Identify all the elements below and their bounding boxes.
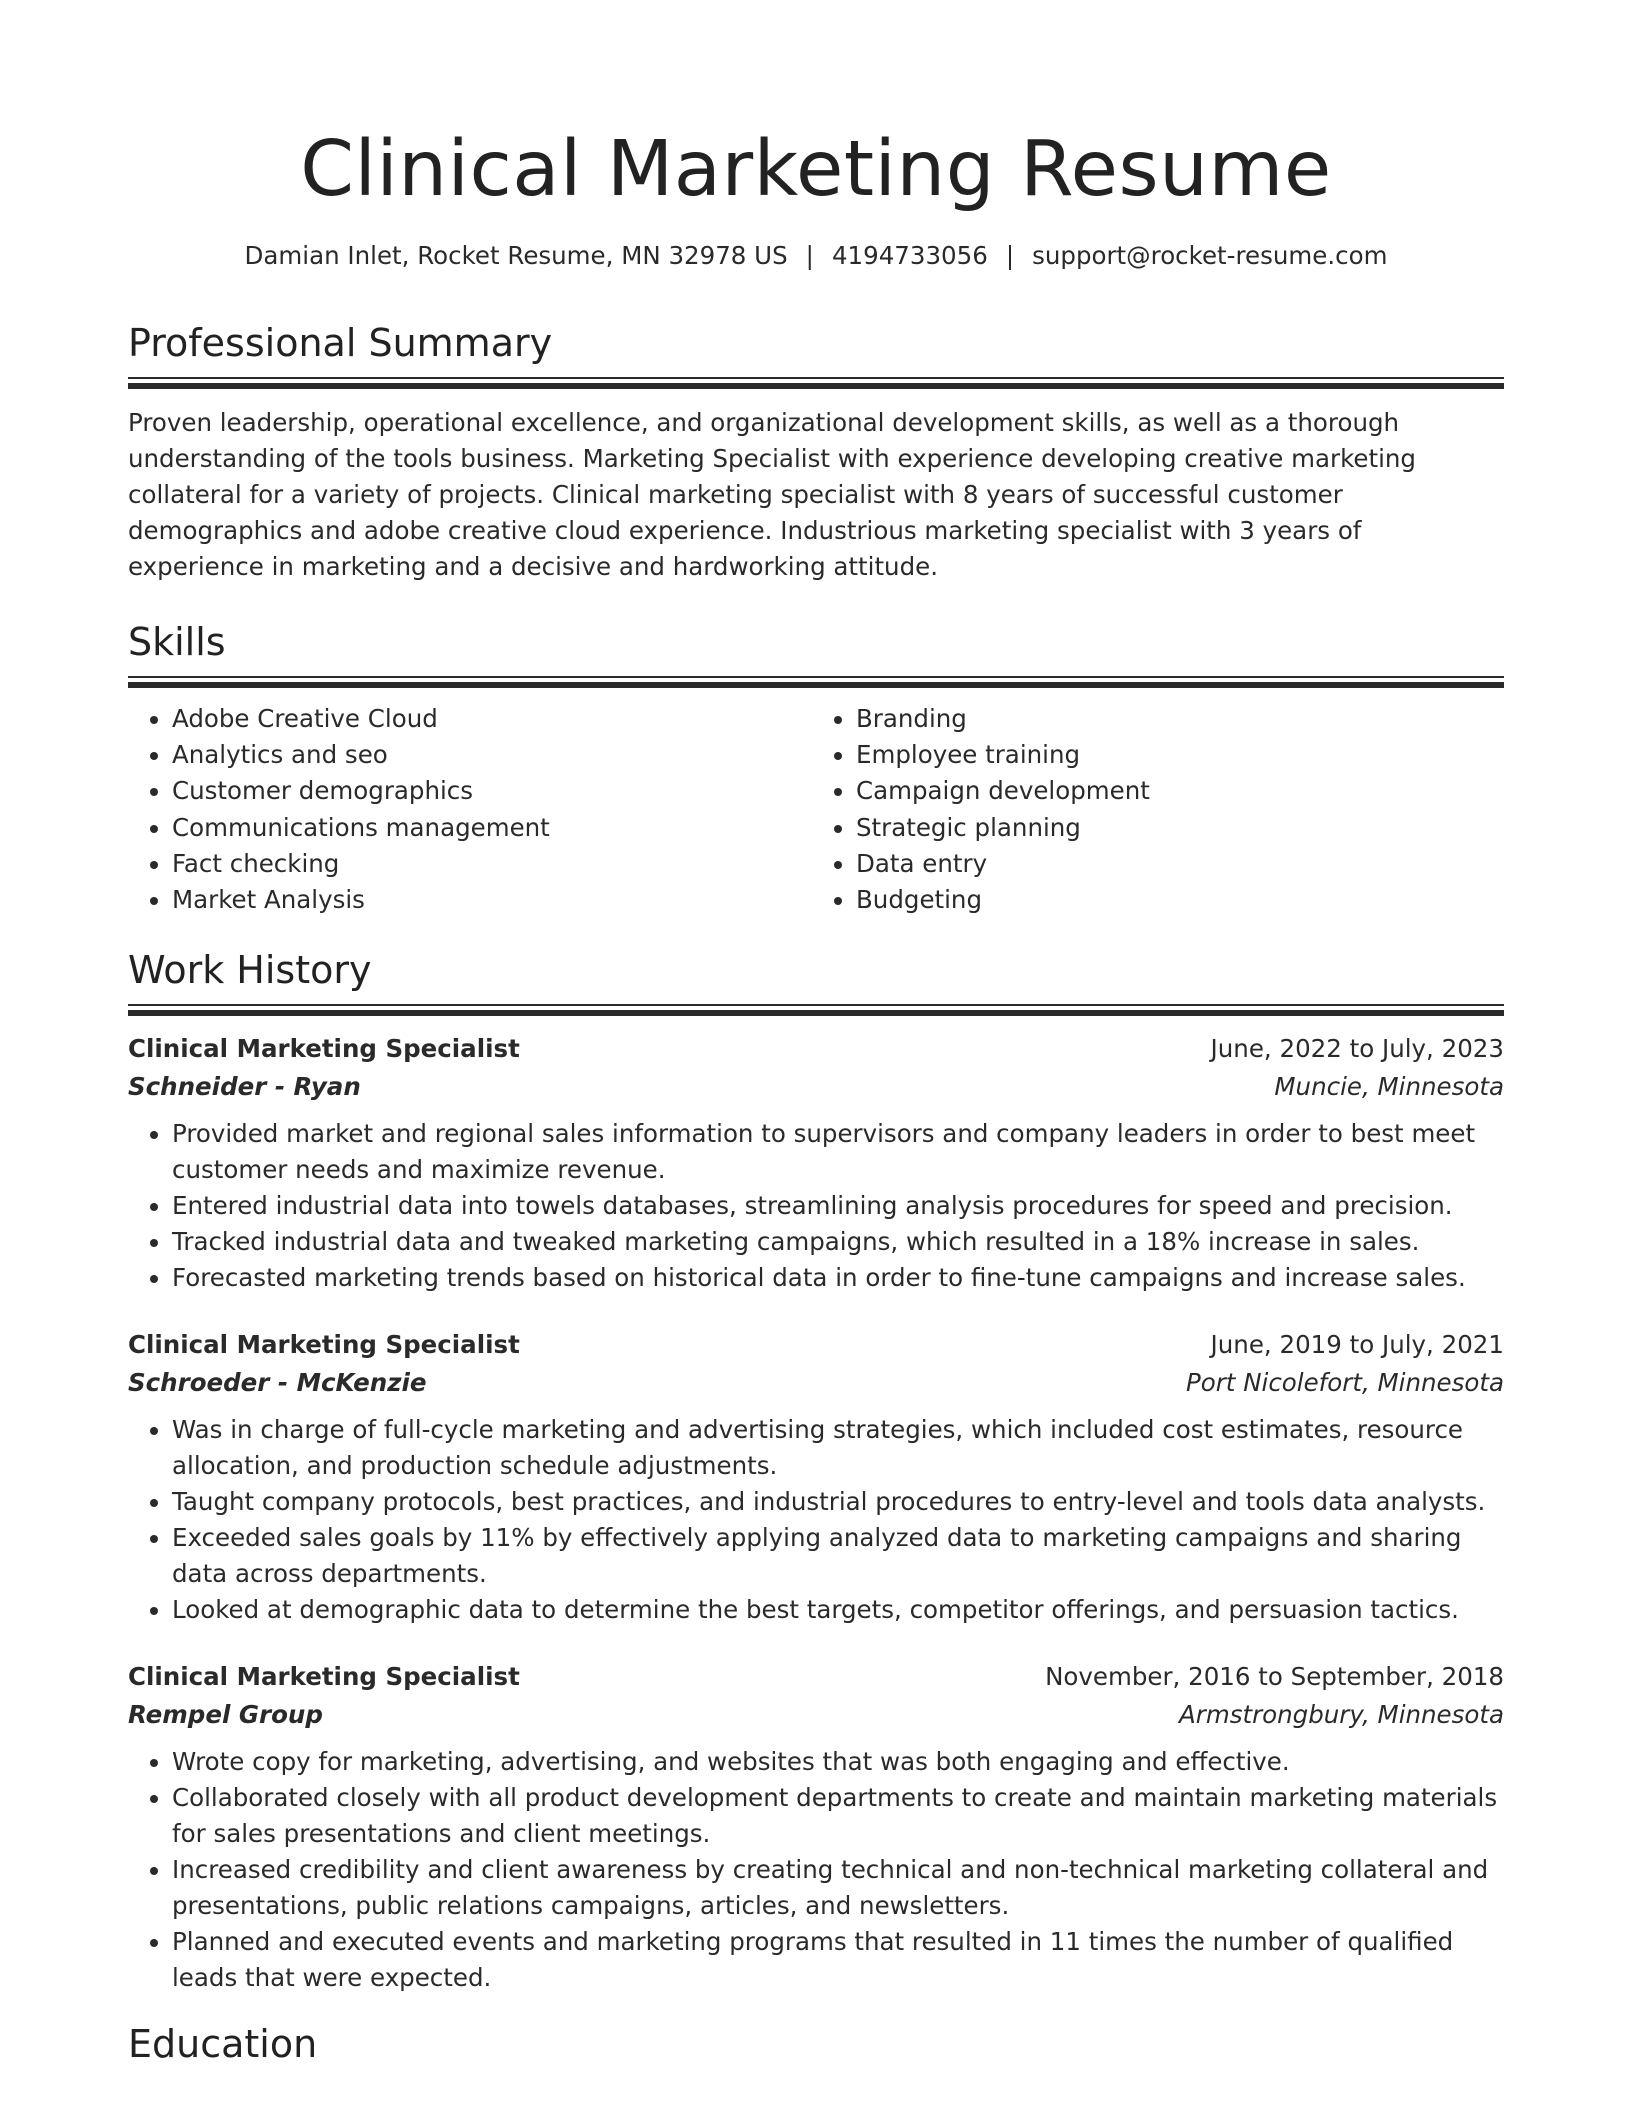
job-subheader-row: [128, 1696, 1504, 1734]
job-bullet: • Tracked industrial data and tweaked marketing campaigns, which resulted in a 18% increase in sales.: [172, 1224, 1504, 1260]
job-bullet: • Exceeded sales goals by 11% by effectively applying analyzed data to marketing campaigns and sharing data across departments.: [172, 1520, 1504, 1592]
skill-item: • Budgeting: [856, 882, 1490, 918]
job-dates: November, 2016 to September, 2018: [1045, 1662, 1504, 1692]
job-location: Armstrongbury, Minnesota: [1179, 1700, 1504, 1730]
section-divider: [128, 676, 1504, 688]
job-company: Schneider - Ryan: [128, 1072, 361, 1102]
summary-text: Proven leadership, operational excellence, and organizational development skills, as well as a thorough understanding of the tools business. Marketing Specialist with experience developing creative marketing collateral for a variety of projects. Clinical marketing specialist with 8 years of successful customer demographics and adobe creative cloud experience. Industrious marketing specialist with 3 years of experience in marketing and a decisive and hardworking attitude.: [128, 408, 1416, 581]
job-bullets: [128, 1412, 1504, 1628]
job-bullet: • Entered industrial data into towels databases, streamlining analysis procedures for speed and precision.: [172, 1188, 1504, 1224]
skill-item: • Employee training: [856, 737, 1490, 773]
job-bullet: • Was in charge of full-cycle marketing and advertising strategies, which included cost estimates, resource allocation, and production schedule adjustments.: [172, 1412, 1504, 1484]
work-section: [128, 946, 1504, 1996]
skill-item: • Adobe Creative Cloud: [172, 701, 806, 737]
job-bullets: [128, 1116, 1504, 1296]
work-heading: Work History: [128, 948, 372, 993]
skills-section: [128, 618, 1504, 918]
skill-item: • Fact checking: [172, 846, 806, 882]
job-header-row: [128, 1326, 1504, 1364]
education-section: [128, 2020, 1504, 2068]
job-bullet: • Increased credibility and client awareness by creating technical and non-technical marketing collateral and presentations, public relations campaigns, articles, and newsletters.: [172, 1852, 1504, 1924]
resume-page: [128, 0, 1504, 2068]
contact-phone: 4194733056: [831, 241, 988, 270]
skill-item: • Data entry: [856, 846, 1490, 882]
skill-item: • Analytics and seo: [172, 737, 806, 773]
contact-separator: |: [1005, 241, 1015, 270]
job-dates: June, 2019 to July, 2021: [1210, 1330, 1504, 1360]
skill-item: • Communications management: [172, 810, 806, 846]
job-subheader-row: [128, 1364, 1504, 1402]
skill-item: • Campaign development: [856, 773, 1490, 809]
section-divider: [128, 1004, 1504, 1016]
job-dates: June, 2022 to July, 2023: [1210, 1034, 1504, 1064]
job-location: Port Nicolefort, Minnesota: [1185, 1368, 1504, 1398]
job-title: Clinical Marketing Specialist: [128, 1330, 520, 1360]
job-bullet: • Taught company protocols, best practices, and industrial procedures to entry-level and tools data analysts.: [172, 1484, 1504, 1520]
skill-item: • Branding: [856, 701, 1490, 737]
skills-list-left: [128, 701, 806, 918]
skill-item: • Strategic planning: [856, 810, 1490, 846]
job-company: Schroeder - McKenzie: [128, 1368, 427, 1398]
skills-heading: Skills: [128, 620, 226, 664]
job-header-row: [128, 1030, 1504, 1068]
job-company: Rempel Group: [128, 1700, 323, 1730]
summary-section: [128, 319, 1504, 585]
job-entry: [128, 1326, 1504, 1628]
skill-item: • Customer demographics: [172, 773, 806, 809]
job-location: Muncie, Minnesota: [1274, 1072, 1504, 1102]
skill-item: • Market Analysis: [172, 882, 806, 918]
job-title: Clinical Marketing Specialist: [128, 1034, 520, 1064]
job-entry: [128, 1030, 1504, 1296]
job-header-row: [128, 1658, 1504, 1696]
job-bullet: • Planned and executed events and marketing programs that resulted in 11 times the number of qualified leads that were expected.: [172, 1924, 1504, 1996]
job-title: Clinical Marketing Specialist: [128, 1662, 520, 1692]
skills-columns: [128, 701, 1504, 918]
contact-address: Damian Inlet, Rocket Resume, MN 32978 US: [244, 241, 788, 270]
contact-email[interactable]: support@rocket-resume.com: [1032, 241, 1388, 270]
job-bullets: [128, 1744, 1504, 1996]
education-heading: Education: [128, 2022, 318, 2067]
contact-line: [128, 240, 1504, 272]
job-bullet: • Forecasted marketing trends based on historical data in order to fine-tune campaigns and increase sales.: [172, 1260, 1504, 1296]
job-subheader-row: [128, 1068, 1504, 1106]
job-bullet: • Looked at demographic data to determine the best targets, competitor offerings, and persuasion tactics.: [172, 1592, 1504, 1628]
job-bullet: • Collaborated closely with all product development departments to create and maintain marketing materials for sales presentations and client meetings.: [172, 1780, 1504, 1852]
job-bullet: • Provided market and regional sales information to supervisors and company leaders in order to best meet customer needs and maximize revenue.: [172, 1116, 1504, 1188]
job-entry: [128, 1658, 1504, 1996]
resume-title: Clinical Marketing Resume: [300, 125, 1332, 214]
section-divider: [128, 377, 1504, 389]
contact-separator: |: [805, 241, 814, 270]
skills-list-right: [806, 701, 1490, 918]
summary-heading: Professional Summary: [128, 321, 553, 365]
job-bullet: • Wrote copy for marketing, advertising, and websites that was both engaging and effective.: [172, 1744, 1504, 1780]
